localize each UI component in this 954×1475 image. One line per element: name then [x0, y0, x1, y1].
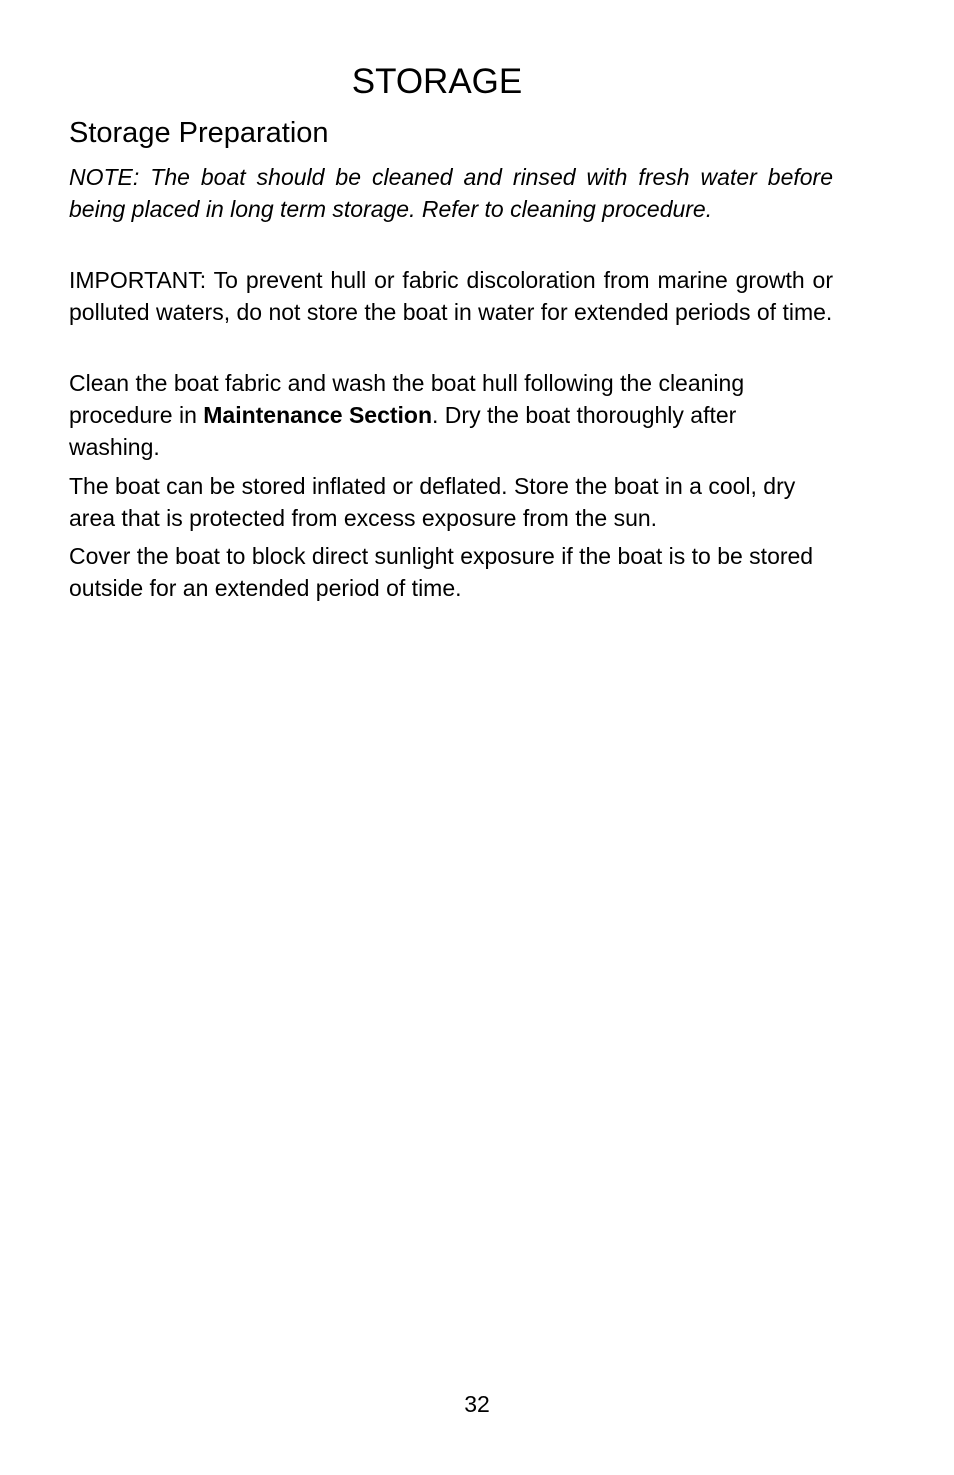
note-paragraph: [69, 161, 833, 225]
cleaning-text-start: Clean the boat fabric and wash the boat hull following the cleaning procedure in: [69, 370, 745, 428]
cleaning-text-end: . Dry the boat thoroughly after washing.: [69, 402, 737, 460]
maintenance-section-reference: Maintenance Section: [203, 402, 433, 428]
cover-paragraph: Cover the boat to block direct sunlight exposure if the boat is to be stored outside for an extended period of time.: [69, 543, 814, 601]
important-text: To prevent hull or fabric discoloration from marine growth or polluted waters, do not store the boat in water for extended periods of time.: [69, 267, 833, 325]
cleaning-paragraph: [69, 367, 833, 463]
sub-heading: Storage Preparation: [69, 117, 329, 149]
storage-paragraph: The boat can be stored inflated or deflated. Store the boat in a cool, dry area that is protected from excess exposure from the sun.: [69, 473, 796, 531]
note-text: The boat should be cleaned and rinsed with fresh water before being placed in long term storage. Refer to cleaning procedure.: [69, 164, 833, 222]
page-number: 32: [464, 1391, 490, 1417]
important-paragraph: [69, 264, 833, 328]
section-title: STORAGE: [351, 62, 523, 101]
important-label: IMPORTANT:: [69, 267, 207, 293]
note-label: NOTE:: [69, 164, 140, 190]
